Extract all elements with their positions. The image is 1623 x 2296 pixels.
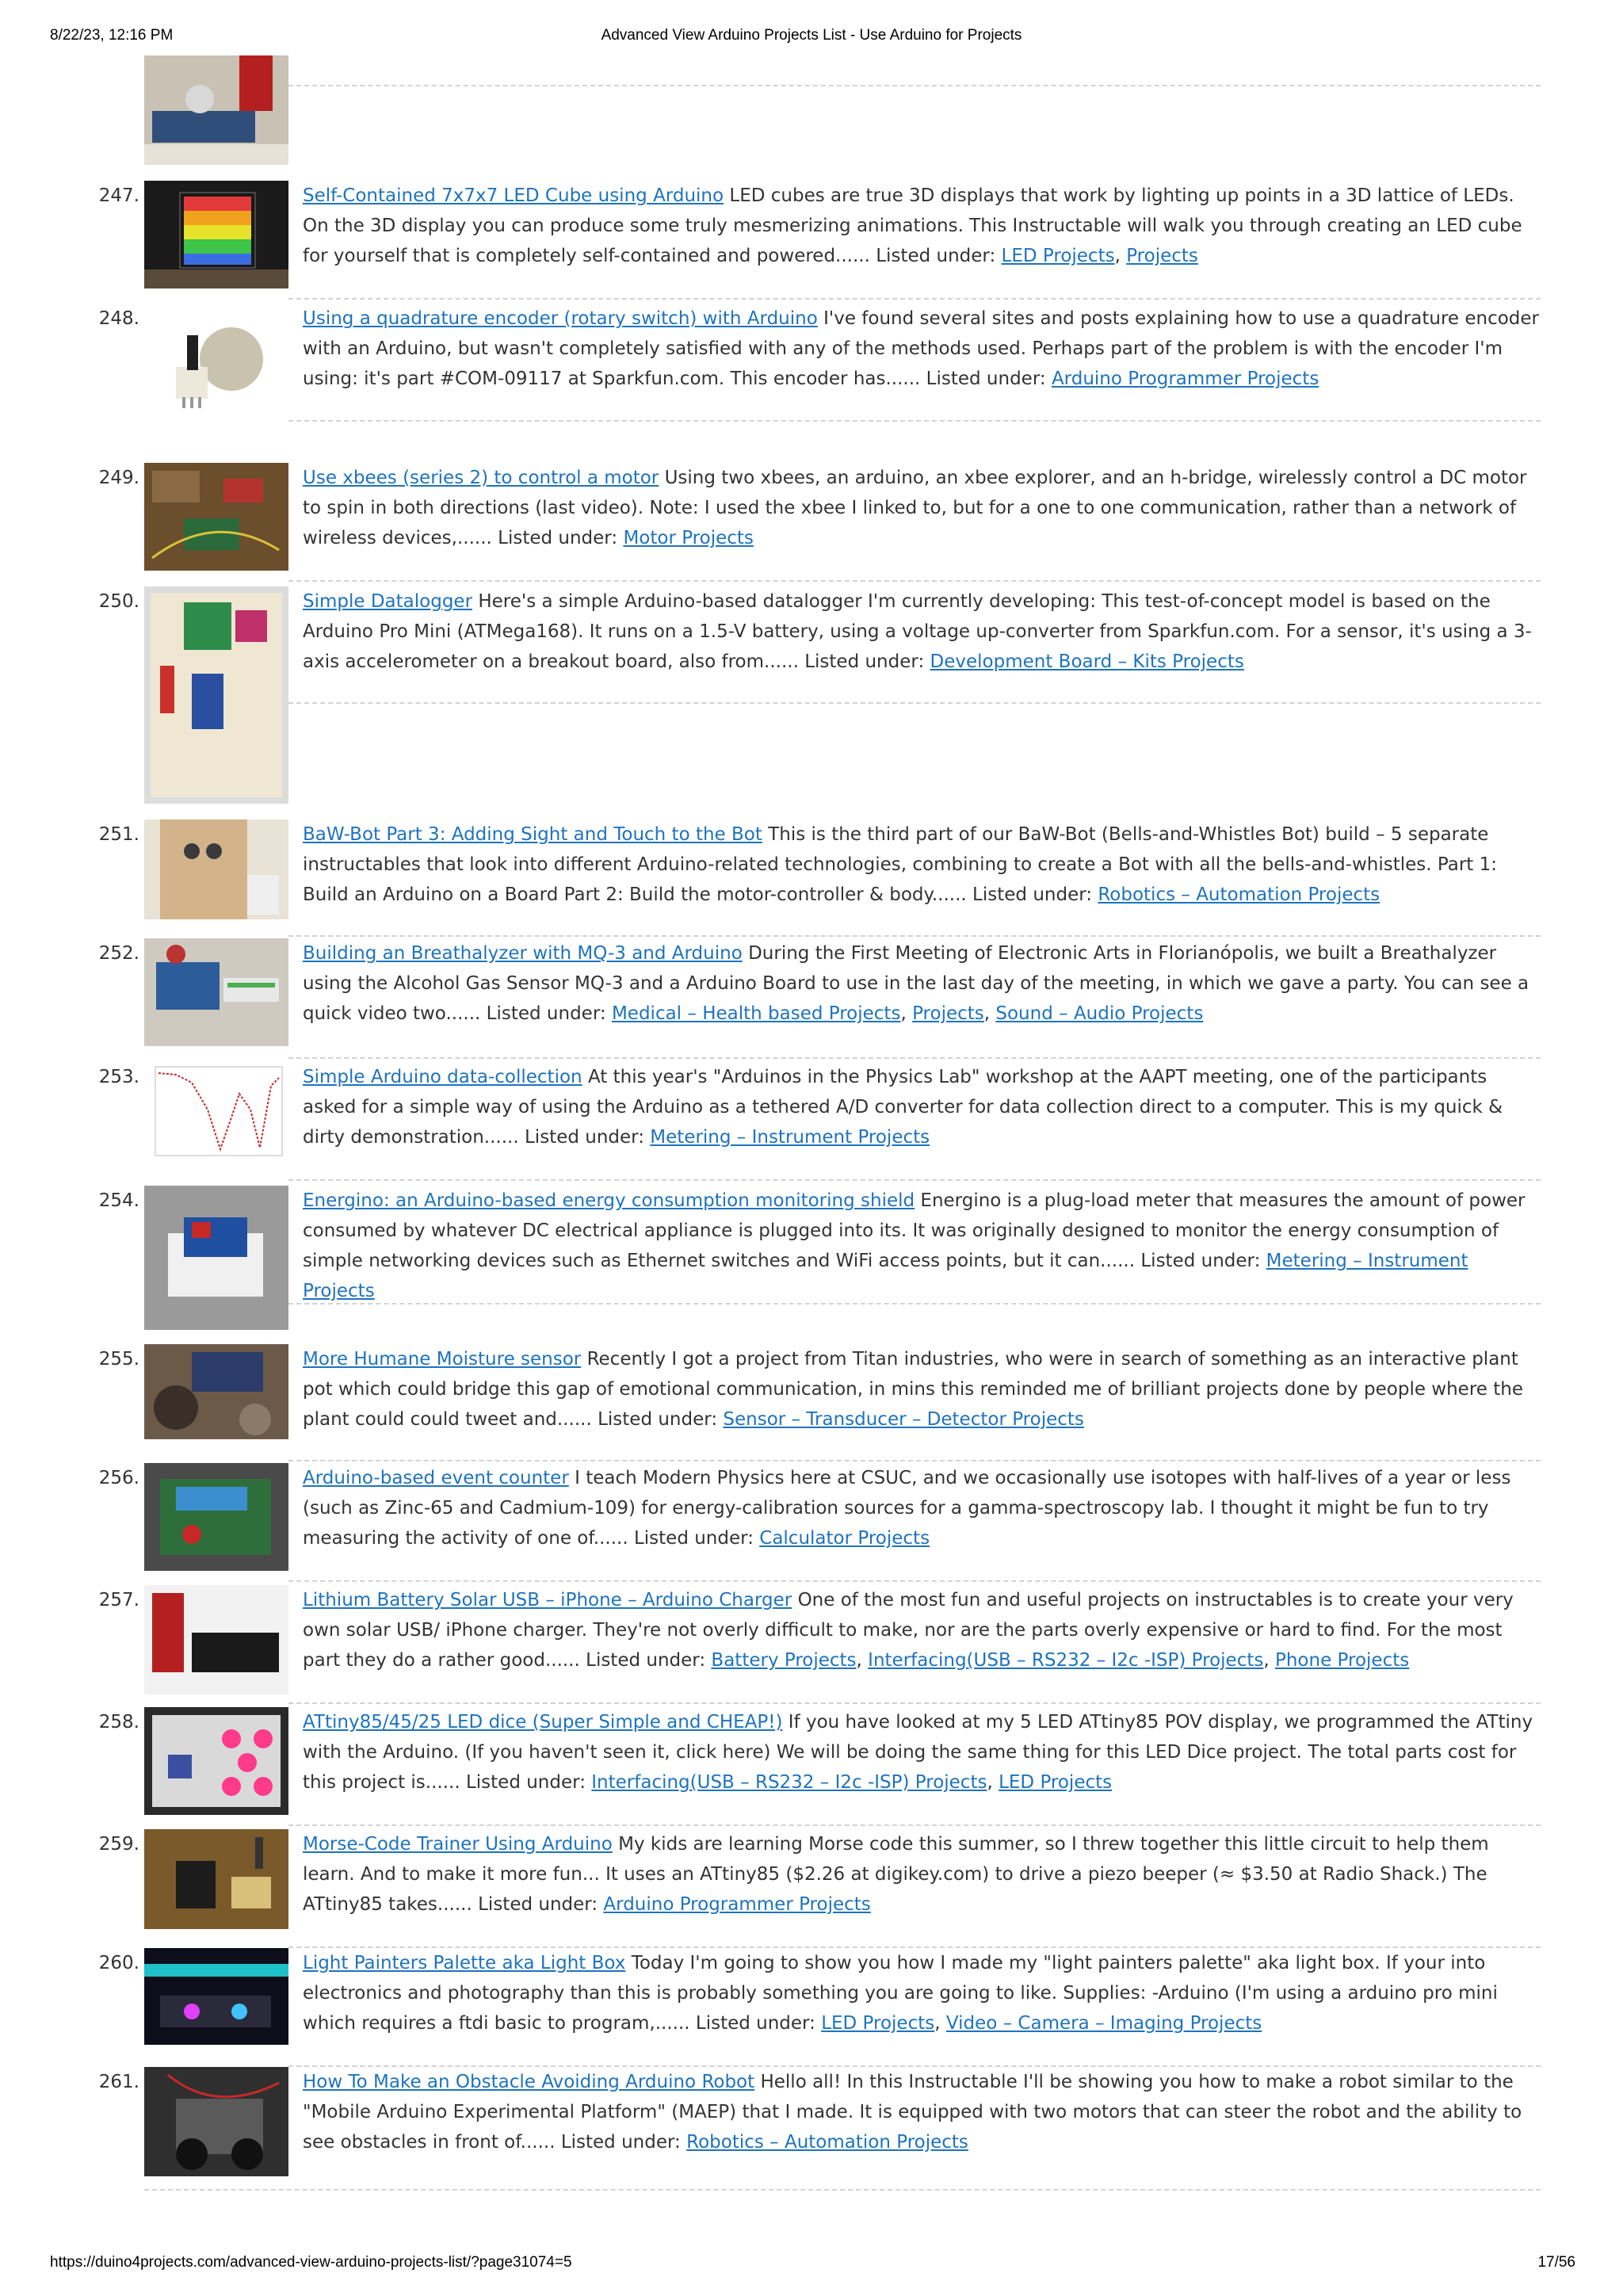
project-thumbnail[interactable] — [144, 1829, 288, 1929]
category-link[interactable]: Battery Projects — [711, 1650, 857, 1671]
category-link[interactable]: LED Projects — [821, 2013, 935, 2034]
print-datetime: 8/22/23, 12:16 PM — [50, 27, 174, 44]
project-link[interactable]: Self-Contained 7x7x7 LED Cube using Arduino — [303, 185, 724, 206]
listed-under-label: Listed under: — [478, 1894, 598, 1915]
item-number: 252. — [98, 943, 139, 964]
item-number: 250. — [98, 591, 139, 612]
listed-under-label: Listed under: — [498, 528, 618, 548]
separator — [288, 420, 1541, 422]
item-number: 249. — [98, 468, 139, 488]
item-description: Building an Breathalyzer with MQ-3 and Arduino During the First Meeting of Electronic Arts in Florianópolis, we built a Breathalyzer using the Alcohol Gas Sensor MQ-3 and a Arduino Board to use in the last day of the meeting, in which we gave a party. You can see a quick video two...... Listed under: Medical – Health based Projects, Projects, Sound – Audio Projects — [303, 943, 1529, 1024]
project-link[interactable]: Energino: an Arduino-based energy consumption monitoring shield — [303, 1190, 915, 1211]
project-summary: This is the third part of our BaW-Bot (Bells-and-Whistles Bot) build – 5 separate instructables that look into different Arduino-related technologies, combining to create a Bot with all the bells-and-whistles. Part 1: Build an Arduino on a Board Part 2: Build the motor-controller & body...... — [303, 824, 1498, 905]
category-link[interactable]: Phone Projects — [1274, 1650, 1410, 1671]
project-link[interactable]: Morse-Code Trainer Using Arduino — [303, 1834, 613, 1855]
project-summary: Here's a simple Arduino-based datalogger I'm currently developing: This test-of-concept model is based on the Arduino Pro Mini (ATMega168). It runs on a 1.5-V battery, using a voltage up-converter from Sparkfun.com. For a sensor, it's using a 3-axis accelerometer on a breakout board, also from...... — [303, 591, 1532, 672]
category-link[interactable]: Motor Projects — [623, 528, 754, 548]
separator — [144, 2189, 1541, 2191]
project-thumbnail[interactable] — [144, 1463, 288, 1571]
listed-under-label: Listed under: — [926, 369, 1046, 389]
item-description — [303, 1344, 1541, 1435]
project-summary: Using two xbees, an arduino, an xbee explorer, and an h-bridge, wirelessly control a DC motor to spin in both directions (last video). Note: I used the xbee I linked to, but for a one to one communication, rather than a network of wireless devices,...... — [303, 468, 1527, 548]
project-summary: Today I'm going to show you how I made my "light painters palette" aka light box. If your into electronics and photography than this is probably something you are going to like. Supplies: -Arduino (I'm using a arduino pro mini which requires a ftdi basic to program,...... — [303, 1953, 1498, 2034]
project-link[interactable]: Simple Arduino data-collection — [303, 1067, 582, 1087]
project-thumbnail[interactable] — [144, 1707, 288, 1815]
category-link[interactable]: Development Board – Kits Projects — [930, 651, 1244, 672]
project-thumbnail[interactable] — [144, 2067, 288, 2176]
separator — [288, 1702, 1541, 1704]
page-title: Advanced View Arduino Projects List - Use Arduino for Projects — [601, 27, 1022, 44]
project-thumbnail[interactable] — [144, 304, 288, 422]
project-thumbnail[interactable] — [144, 586, 288, 804]
category-link[interactable]: Medical – Health based Projects — [611, 1003, 901, 1024]
item-description — [303, 1186, 1541, 1306]
project-thumbnail[interactable] — [144, 1585, 288, 1694]
project-link[interactable]: Arduino-based event counter — [303, 1468, 569, 1488]
item-number: 260. — [98, 1953, 139, 1973]
separator — [288, 298, 1541, 300]
category-link[interactable]: Projects — [912, 1003, 984, 1024]
item-number: 258. — [98, 1712, 139, 1733]
item-description — [303, 304, 1541, 394]
project-summary: My kids are learning Morse code this summer, so I threw together this little circuit to help them learn. And to make it more fun... It uses an ATtiny85 ($2.26 at digikey.com) to drive a piezo beeper (≈ $3.50 at Radio Shack.) The ATtiny85 takes...... — [303, 1834, 1489, 1915]
project-link[interactable]: BaW-Bot Part 3: Adding Sight and Touch to the Bot — [303, 824, 762, 845]
item-description — [303, 1062, 1541, 1152]
category-link[interactable]: LED Projects — [999, 1772, 1113, 1793]
separator — [288, 702, 1541, 704]
listed-under-label: Listed under: — [804, 651, 925, 672]
category-link[interactable]: Metering – Instrument Projects — [303, 1251, 1468, 1301]
separator — [288, 1179, 1541, 1181]
previous-item-thumbnail[interactable] — [144, 55, 288, 165]
separator — [288, 85, 1541, 86]
item-description: Lithium Battery Solar USB – iPhone – Arduino Charger One of the most fun and useful projects on instructables is to create your very own solar USB/ iPhone charger. They're not overly difficult to make, nor are the parts overly expensive or hard to find. For the most part they do a rather good...... Listed under: Battery Projects, Interfacing(USB – RS232 – I2c -ISP) Projects, Phone Projects — [303, 1590, 1514, 1671]
category-link[interactable]: Arduino Programmer Projects — [603, 1894, 871, 1915]
listed-under-label: Listed under: — [1140, 1251, 1261, 1271]
item-number: 253. — [98, 1067, 139, 1087]
page-counter: 17/56 — [1537, 2254, 1575, 2271]
project-summary: Recently I got a project from Titan industries, who were in search of something as an interactive plant pot which could bridge this gap of emotional communication, in mins this reminded me of brilliant projects done by people where the plant could could tweet and...... — [303, 1349, 1523, 1430]
listed-under-label: Listed under: — [586, 1650, 706, 1671]
item-number: 251. — [98, 824, 139, 845]
separator — [288, 1580, 1541, 1582]
category-link[interactable]: Sound – Audio Projects — [995, 1003, 1204, 1024]
item-description — [303, 819, 1541, 910]
listed-under-label: Listed under: — [486, 1003, 606, 1024]
project-link[interactable]: More Humane Moisture sensor — [303, 1349, 582, 1370]
project-summary: LED cubes are true 3D displays that work by lighting up points in a 3D lattice of LEDs. On the 3D display you can produce some truly mesmerizing animations. This Instructable will walk you through creating an LED cube for yourself that is completely self-contained and powered...... — [303, 185, 1522, 266]
listed-under-label: Listed under: — [695, 2013, 815, 2034]
project-link[interactable]: Using a quadrature encoder (rotary switch) with Arduino — [303, 308, 818, 329]
listed-under-label: Listed under: — [633, 1528, 754, 1549]
separator — [288, 580, 1541, 582]
separator — [288, 1824, 1541, 1826]
project-thumbnail[interactable] — [144, 938, 288, 1046]
separator — [288, 1057, 1541, 1059]
project-summary: At this year's "Arduinos in the Physics Lab" workshop at the AAPT meeting, one of the participants asked for a simple way of using the Arduino as a tethered A/D converter for data collection direct to a computer. This is my quick & dirty demonstration...... — [303, 1067, 1503, 1148]
separator — [288, 1460, 1541, 1461]
project-summary: Hello all! In this Instructable I'll be showing you how to make a robot similar to the "Mobile Arduino Experimental Platform" (MAEP) that I made. It is equipped with two motors that can steer the robot and the ability to see obstacles in front of...... — [303, 2072, 1522, 2153]
project-link[interactable]: Building an Breathalyzer with MQ-3 and Arduino — [303, 943, 743, 964]
category-link[interactable]: Robotics – Automation Projects — [686, 2132, 968, 2153]
project-summary: During the First Meeting of Electronic Arts in Florianópolis, we built a Breathalyzer using the Alcohol Gas Sensor MQ-3 and a Arduino Board to use in the last day of the meeting, in which we gave a party. You can see a quick video two...... — [303, 943, 1529, 1024]
item-description — [303, 1829, 1541, 1920]
item-number: 247. — [98, 185, 139, 206]
item-description: ATtiny85/45/25 LED dice (Super Simple and CHEAP!) If you have looked at my 5 LED ATtiny85 POV display, we programmed the ATtiny with the Arduino. (If you haven't seen it, click here) We will be doing the same thing for this LED Dice project. The total parts cost for this project is...... Listed under: Interfacing(USB – RS232 – I2c -ISP) Projects, LED Projects — [303, 1712, 1533, 1793]
item-description: Self-Contained 7x7x7 LED Cube using Arduino LED cubes are true 3D displays that work by lighting up points in a 3D lattice of LEDs. On the 3D display you can produce some truly mesmerizing animations. This Instructable will walk you through creating an LED cube for yourself that is completely self-contained and powered...... Listed under: LED Projects, Projects — [303, 185, 1522, 266]
project-thumbnail[interactable] — [144, 1186, 288, 1330]
project-summary: I've found several sites and posts explaining how to use a quadrature encoder with an Arduino, but wasn't completely satisfied with any of the methods used. Perhaps part of the problem is with the encoder I'm using: it's part #COM-09117 at Sparkfun.com. This encoder has...... — [303, 308, 1540, 389]
category-link[interactable]: Metering – Instrument Projects — [650, 1127, 930, 1148]
project-thumbnail[interactable] — [144, 819, 288, 919]
item-number: 254. — [98, 1190, 139, 1211]
project-thumbnail[interactable] — [144, 1948, 288, 2045]
listed-under-label: Listed under: — [524, 1127, 644, 1148]
listed-under-label: Listed under: — [465, 1772, 586, 1793]
category-link[interactable]: Calculator Projects — [759, 1528, 930, 1549]
project-link[interactable]: Simple Datalogger — [303, 591, 473, 612]
category-link[interactable]: Robotics – Automation Projects — [1098, 884, 1381, 905]
category-link[interactable]: Projects — [1126, 246, 1198, 266]
category-link[interactable]: Arduino Programmer Projects — [1051, 369, 1319, 389]
item-description — [303, 2067, 1541, 2157]
item-description — [303, 1463, 1541, 1553]
item-description — [303, 463, 1541, 553]
project-link[interactable]: ATtiny85/45/25 LED dice (Super Simple and CHEAP!) — [303, 1712, 783, 1733]
project-link[interactable]: Light Painters Palette aka Light Box — [303, 1953, 626, 1973]
item-number: 259. — [98, 1834, 139, 1855]
item-number: 261. — [98, 2072, 139, 2092]
item-number: 248. — [98, 308, 139, 329]
project-link[interactable]: Lithium Battery Solar USB – iPhone – Arduino Charger — [303, 1590, 792, 1610]
project-thumbnail[interactable] — [144, 1344, 288, 1439]
project-thumbnail[interactable] — [144, 181, 288, 288]
category-link[interactable]: LED Projects — [1001, 246, 1115, 266]
category-link[interactable]: Interfacing(USB – RS232 – I2c -ISP) Projects — [868, 1650, 1264, 1671]
item-description: Light Painters Palette aka Light Box Today I'm going to show you how I made my "light painters palette" aka light box. If your into electronics and photography than this is probably something you are going to like. Supplies: -Arduino (I'm using a arduino pro mini which requires a ftdi basic to program,...... Listed under: LED Projects, Video – Camera – Imaging Projects — [303, 1953, 1498, 2034]
project-summary: One of the most fun and useful projects on instructables is to create your very own solar USB/ iPhone charger. They're not overly difficult to make, nor are the parts overly expensive or hard to find. For the most part they do a rather good...... — [303, 1590, 1514, 1671]
listed-under-label: Listed under: — [560, 2132, 681, 2153]
category-link[interactable]: Interfacing(USB – RS232 – I2c -ISP) Projects — [591, 1772, 987, 1793]
item-number: 257. — [98, 1590, 139, 1610]
listed-under-label: Listed under: — [876, 246, 996, 266]
project-link[interactable]: How To Make an Obstacle Avoiding Arduino Robot — [303, 2072, 755, 2092]
listed-under-label: Listed under: — [598, 1409, 718, 1430]
separator — [288, 935, 1541, 937]
listed-under-label: Listed under: — [972, 884, 1093, 905]
category-link[interactable]: Sensor – Transducer – Detector Projects — [723, 1409, 1084, 1430]
item-description — [303, 586, 1541, 677]
project-summary: Energino is a plug-load meter that measures the amount of power consumed by whatever DC electrical appliance is plugged into its. It was originally designed to monitor the energy consumption of simple networking devices such as Ethernet switches and WiFi access points, but it can...... — [303, 1190, 1526, 1271]
category-link[interactable]: Video – Camera – Imaging Projects — [945, 2013, 1262, 2034]
item-number: 255. — [98, 1349, 139, 1370]
separator — [288, 1303, 1541, 1305]
project-thumbnail[interactable] — [144, 1062, 288, 1163]
project-summary: I teach Modern Physics here at CSUC, and we occasionally use isotopes with half-lives of a year or less (such as Zinc-65 and Cadmium-109) for energy-calibration sources for a gamma-spectroscopy lab. I thought it might be fun to try measuring the activity of one of...... — [303, 1468, 1511, 1549]
page-url: https://duino4projects.com/advanced-view-arduino-projects-list/?page31074=5 — [50, 2254, 572, 2271]
item-number: 256. — [98, 1468, 139, 1488]
project-link[interactable]: Use xbees (series 2) to control a motor — [303, 468, 659, 488]
project-summary: If you have looked at my 5 LED ATtiny85 POV display, we programmed the ATtiny with the Arduino. (If you haven't seen it, click here) We will be doing the same thing for this LED Dice project. The total parts cost for this project is...... — [303, 1712, 1533, 1793]
project-thumbnail[interactable] — [144, 463, 288, 571]
